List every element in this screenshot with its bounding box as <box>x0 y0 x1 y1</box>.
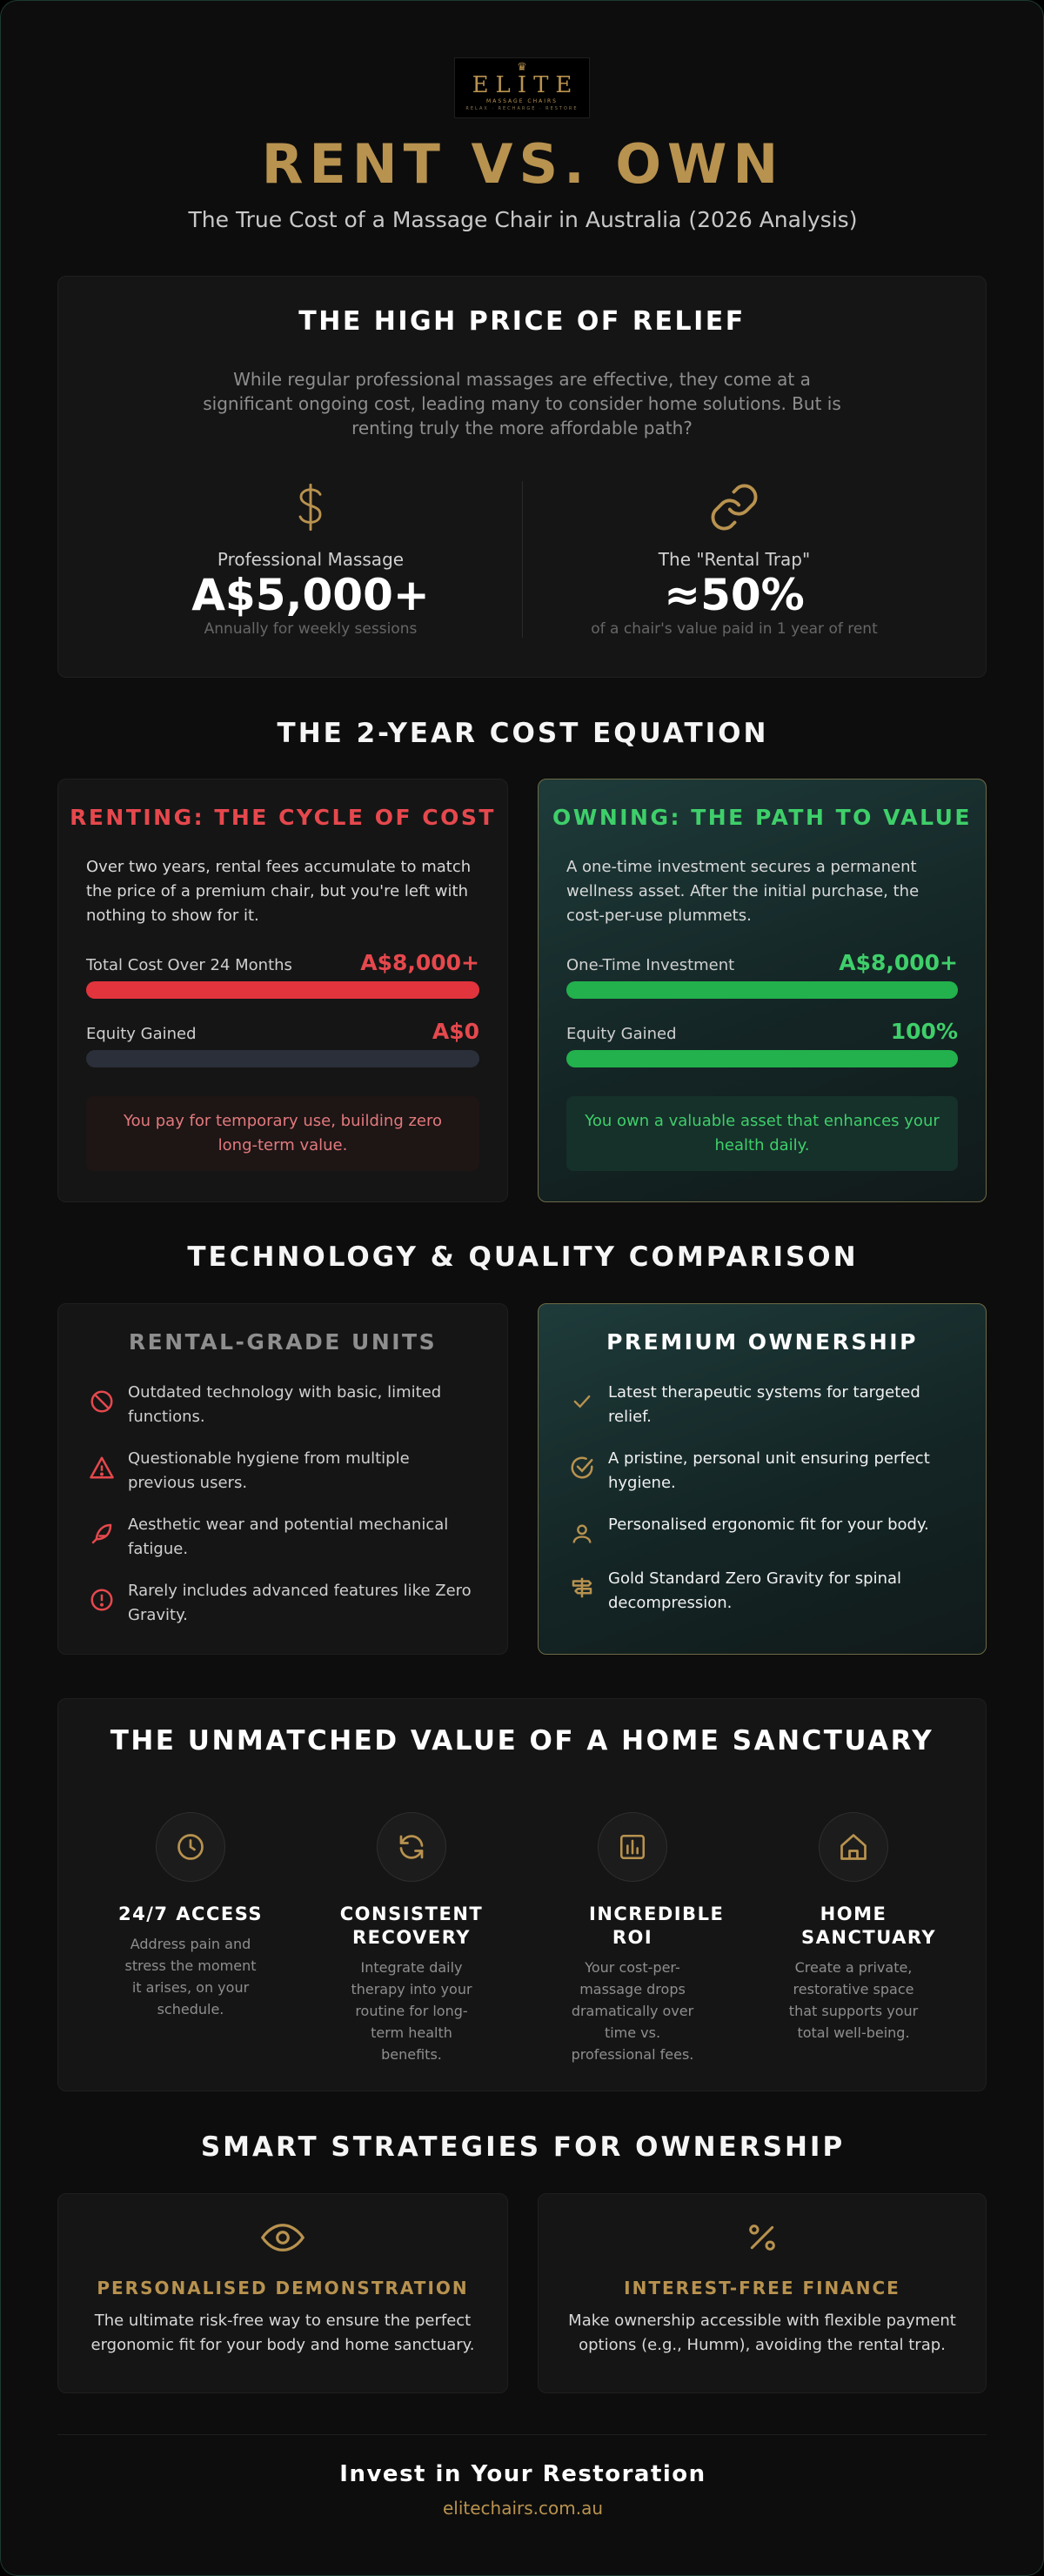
value-title: 24/7 ACCESS <box>117 1904 264 1924</box>
list-item-text: Outdated technology with basic, limited functions. <box>128 1383 442 1426</box>
metric-label: Equity Gained <box>86 1025 197 1043</box>
footer-divider <box>57 2434 987 2435</box>
page-title: RENT VS. OWN <box>261 132 785 196</box>
owning-description: A one-time investment secures a permanent wellness asset. After the initial purchase, the cost-per-use plummets. <box>566 858 920 925</box>
metric-label: Total Cost Over 24 Months <box>86 956 292 974</box>
value-title: CONSISTENT RECOVERY <box>339 1904 484 1948</box>
renting-title: RENTING: THE CYCLE OF COST <box>70 805 496 830</box>
stat-note: of a chair's value paid in 1 year of rent <box>591 620 878 638</box>
renting-description: Over two years, rental fees accumulate to match the price of a premium chair, but you're left with nothing to show for it. <box>86 858 472 925</box>
rental-units-list <box>86 1381 479 1645</box>
percent-icon <box>539 2218 986 2257</box>
premium-ownership-list <box>566 1381 958 1633</box>
logo-subtitle: MASSAGE CHAIRS <box>486 98 558 104</box>
value-desc: Address pain and stress the moment it arises, on your schedule. <box>124 1936 257 2017</box>
list-item-text: Latest therapeutic systems for targeted relief. <box>608 1383 920 1426</box>
strategy-desc: The ultimate risk-free way to ensure the perfect ergonomic fit for your body and home sanctuary. <box>90 2312 475 2354</box>
renting-total-cost-row <box>86 950 479 975</box>
feather-icon <box>86 1518 117 1549</box>
renting-note: You pay for temporary use, building zero long-term value. <box>86 1096 479 1171</box>
list-item <box>566 1381 958 1429</box>
owning-title: OWNING: THE PATH TO VALUE <box>552 805 972 830</box>
warning-icon <box>86 1452 117 1483</box>
list-item-text: Gold Standard Zero Gravity for spinal decompression. <box>608 1569 902 1612</box>
owning-equity-row <box>566 1019 958 1044</box>
check-circle-icon <box>566 1452 598 1483</box>
high-price-card <box>57 276 987 678</box>
renting-equity-bar <box>86 1050 479 1067</box>
list-item-text: Rarely includes advanced features like Zero Gravity. <box>128 1582 472 1624</box>
strategy-title: PERSONALISED DEMONSTRATION <box>97 2278 469 2298</box>
check-icon <box>566 1386 598 1417</box>
rental-units-card <box>57 1303 508 1655</box>
metric-value: A$8,000+ <box>839 950 958 975</box>
list-item-text: Questionable hygiene from multiple previous users. <box>128 1449 410 1492</box>
stat-label: Professional Massage <box>217 549 405 570</box>
owning-equity-bar-fill <box>566 1050 958 1067</box>
renting-cost-bar-fill <box>86 981 479 999</box>
owning-card <box>538 779 987 1202</box>
owning-investment-bar <box>566 981 958 999</box>
strategy-demonstration-card <box>57 2193 508 2393</box>
home-sanctuary-title: THE UNMATCHED VALUE OF A HOME SANCTUARY <box>110 1725 934 1756</box>
logo-tagline: RELAX · RECHARGE · RESTORE <box>465 106 579 111</box>
page-subtitle: The True Cost of a Massage Chair in Australia (2026 Analysis) <box>188 207 858 232</box>
home-sanctuary-card <box>57 1698 987 2091</box>
bar-chart-icon <box>598 1812 667 1882</box>
stat-value: ≈50% <box>664 570 805 620</box>
metric-value: 100% <box>890 1019 958 1044</box>
footer-website-link[interactable]: elitechairs.com.au <box>442 2498 604 2519</box>
renting-cost-bar <box>86 981 479 999</box>
value-item-recovery <box>325 1812 499 2065</box>
ban-icon <box>86 1386 117 1417</box>
list-item-text: Aesthetic wear and potential mechanical fatigue. <box>128 1515 449 1558</box>
signpost-icon <box>566 1572 598 1603</box>
value-title: INCREDIBLE ROI <box>589 1904 725 1948</box>
footer-title: Invest in Your Restoration <box>339 2461 706 2487</box>
list-item <box>86 1447 479 1495</box>
value-desc: Your cost-per-massage drops dramatically over time vs. professional fees. <box>571 1959 694 2063</box>
value-item-sanctuary <box>766 1812 940 2044</box>
metric-label: Equity Gained <box>566 1025 677 1043</box>
premium-ownership-title: PREMIUM OWNERSHIP <box>606 1329 918 1355</box>
user-icon <box>566 1518 598 1549</box>
metric-label: One-Time Investment <box>566 956 735 974</box>
rental-units-title: RENTAL-GRADE UNITS <box>128 1329 438 1355</box>
alert-circle-icon <box>86 1584 117 1616</box>
high-price-title: THE HIGH PRICE OF RELIEF <box>298 306 746 337</box>
crown-icon: ♛ <box>517 61 527 74</box>
strategy-desc: Make ownership accessible with flexible payment options (e.g., Humm), avoiding the rental trap. <box>568 2312 956 2354</box>
strategy-title: INTEREST-FREE FINANCE <box>624 2278 900 2298</box>
tech-section-title: TECHNOLOGY & QUALITY COMPARISON <box>187 1241 859 1273</box>
logo-wordmark: ELITE <box>472 72 579 98</box>
link-icon <box>525 477 943 538</box>
owning-investment-bar-fill <box>566 981 958 999</box>
owning-note: You own a valuable asset that enhances your health daily. <box>566 1096 958 1171</box>
cost-equation-title: THE 2-YEAR COST EQUATION <box>277 718 769 749</box>
value-item-access <box>104 1812 278 2020</box>
list-item <box>566 1513 958 1549</box>
refresh-icon <box>377 1812 446 1882</box>
metric-value: A$0 <box>432 1019 479 1044</box>
stat-note: Annually for weekly sessions <box>204 620 418 638</box>
list-item <box>86 1513 479 1562</box>
renting-card <box>57 779 508 1202</box>
value-title: HOME SANCTUARY <box>801 1904 937 1948</box>
owning-investment-row <box>566 950 958 975</box>
premium-ownership-card <box>538 1303 987 1655</box>
value-desc: Integrate daily therapy into your routine for long-term health benefits. <box>351 1959 472 2063</box>
list-item <box>86 1579 479 1628</box>
high-price-text: While regular professional massages are effective, they come at a significant ongoing cost, leading many to consider home solutions. But is renting truly the more affordable path? <box>203 369 841 438</box>
list-item-text: Personalised ergonomic fit for your body. <box>608 1515 929 1534</box>
strategy-finance-card <box>538 2193 987 2393</box>
value-desc: Create a private, restorative space that supports your total well-being. <box>788 1959 919 2041</box>
metric-value: A$8,000+ <box>360 950 479 975</box>
clock-icon <box>156 1812 225 1882</box>
brand-logo <box>454 57 590 118</box>
dollar-icon <box>102 477 519 538</box>
list-item <box>566 1447 958 1495</box>
renting-equity-row <box>86 1019 479 1044</box>
stat-professional-massage <box>102 477 519 639</box>
stat-divider <box>522 481 523 638</box>
strategies-title: SMART STRATEGIES FOR OWNERSHIP <box>200 2131 846 2163</box>
home-icon <box>819 1812 888 1882</box>
stat-rental-trap <box>525 477 943 639</box>
list-item <box>566 1567 958 1616</box>
owning-equity-bar <box>566 1050 958 1067</box>
value-item-roi <box>545 1812 725 2065</box>
stat-value: A$5,000+ <box>191 570 430 620</box>
list-item <box>86 1381 479 1429</box>
list-item-text: A pristine, personal unit ensuring perfect hygiene. <box>608 1449 930 1492</box>
eye-icon <box>58 2220 507 2255</box>
stat-label: The "Rental Trap" <box>658 549 811 570</box>
